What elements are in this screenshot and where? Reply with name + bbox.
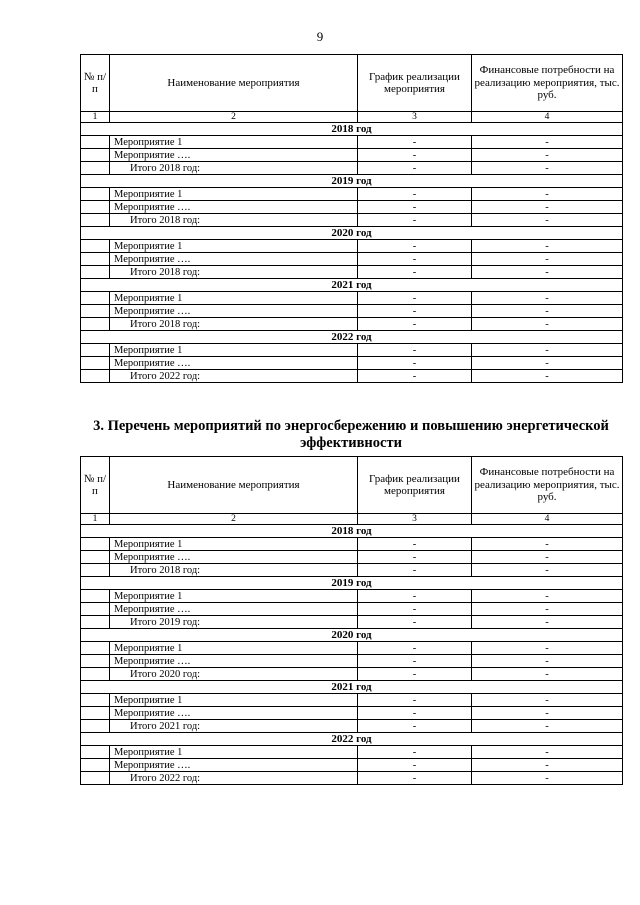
measure-name: Мероприятие 1 bbox=[110, 292, 358, 305]
page-number: 9 bbox=[316, 29, 324, 44]
measure-name: Итого 2018 год: bbox=[110, 266, 358, 279]
finance-cell: - bbox=[472, 344, 623, 357]
table-row bbox=[81, 240, 623, 253]
header-num: № п/п bbox=[81, 457, 110, 514]
finance-cell: - bbox=[472, 603, 623, 616]
schedule-cell: - bbox=[358, 240, 472, 253]
header-row bbox=[81, 457, 623, 514]
row-num-cell bbox=[81, 149, 110, 162]
year-heading: 2018 год bbox=[81, 123, 623, 136]
measure-name: Итого 2019 год: bbox=[110, 616, 358, 629]
finance-cell: - bbox=[472, 370, 623, 383]
row-num-cell bbox=[81, 136, 110, 149]
row-num-cell bbox=[81, 253, 110, 266]
row-num-cell bbox=[81, 616, 110, 629]
row-num-cell bbox=[81, 603, 110, 616]
row-num-cell bbox=[81, 772, 110, 785]
measure-name: Мероприятие 1 bbox=[110, 590, 358, 603]
finance-cell: - bbox=[472, 305, 623, 318]
schedule-cell: - bbox=[358, 642, 472, 655]
total-row bbox=[81, 162, 623, 175]
header-finance: Финансовые потребности на реализацию мероприятия, тыс. руб. bbox=[472, 55, 623, 112]
finance-cell: - bbox=[472, 188, 623, 201]
schedule-cell: - bbox=[358, 188, 472, 201]
table-row bbox=[81, 357, 623, 370]
finance-cell: - bbox=[472, 292, 623, 305]
table-row bbox=[81, 707, 623, 720]
table-row bbox=[81, 590, 623, 603]
schedule-cell: - bbox=[358, 590, 472, 603]
measures-table-1 bbox=[80, 54, 623, 383]
measure-name: Мероприятие 1 bbox=[110, 188, 358, 201]
finance-cell: - bbox=[472, 564, 623, 577]
schedule-cell: - bbox=[358, 344, 472, 357]
schedule-cell: - bbox=[358, 655, 472, 668]
total-row bbox=[81, 772, 623, 785]
total-row bbox=[81, 720, 623, 733]
header-num: № п/п bbox=[81, 55, 110, 112]
table-row bbox=[81, 201, 623, 214]
row-num-cell bbox=[81, 668, 110, 681]
schedule-cell: - bbox=[358, 305, 472, 318]
finance-cell: - bbox=[472, 759, 623, 772]
column-number: 4 bbox=[472, 514, 623, 525]
row-num-cell bbox=[81, 201, 110, 214]
header-row bbox=[81, 55, 623, 112]
finance-cell: - bbox=[472, 616, 623, 629]
table-row bbox=[81, 746, 623, 759]
measure-name: Мероприятие …. bbox=[110, 253, 358, 266]
measure-name: Мероприятие …. bbox=[110, 759, 358, 772]
measure-name: Итого 2022 год: bbox=[110, 772, 358, 785]
measure-name: Мероприятие 1 bbox=[110, 344, 358, 357]
year-row bbox=[81, 733, 623, 746]
year-row bbox=[81, 227, 623, 240]
year-heading: 2019 год bbox=[81, 577, 623, 590]
finance-cell: - bbox=[472, 538, 623, 551]
row-num-cell bbox=[81, 318, 110, 331]
column-number: 3 bbox=[358, 112, 472, 123]
year-heading: 2020 год bbox=[81, 629, 623, 642]
measure-name: Мероприятие 1 bbox=[110, 694, 358, 707]
table-row bbox=[81, 136, 623, 149]
measure-name: Мероприятие …. bbox=[110, 707, 358, 720]
row-num-cell bbox=[81, 590, 110, 603]
schedule-cell: - bbox=[358, 538, 472, 551]
table-row bbox=[81, 253, 623, 266]
measure-name: Итого 2018 год: bbox=[110, 564, 358, 577]
measure-name: Мероприятие 1 bbox=[110, 538, 358, 551]
schedule-cell: - bbox=[358, 292, 472, 305]
header-schedule: График реализации мероприятия bbox=[358, 457, 472, 514]
schedule-cell: - bbox=[358, 694, 472, 707]
total-row bbox=[81, 616, 623, 629]
measure-name: Мероприятие …. bbox=[110, 149, 358, 162]
schedule-cell: - bbox=[358, 370, 472, 383]
row-num-cell bbox=[81, 694, 110, 707]
column-number: 4 bbox=[472, 112, 623, 123]
column-number-row bbox=[81, 514, 623, 525]
finance-cell: - bbox=[472, 214, 623, 227]
row-num-cell bbox=[81, 655, 110, 668]
schedule-cell: - bbox=[358, 772, 472, 785]
row-num-cell bbox=[81, 162, 110, 175]
finance-cell: - bbox=[472, 655, 623, 668]
finance-cell: - bbox=[472, 746, 623, 759]
schedule-cell: - bbox=[358, 564, 472, 577]
column-number: 3 bbox=[358, 514, 472, 525]
measure-name: Мероприятие …. bbox=[110, 201, 358, 214]
table-row bbox=[81, 551, 623, 564]
schedule-cell: - bbox=[358, 136, 472, 149]
finance-cell: - bbox=[472, 318, 623, 331]
row-num-cell bbox=[81, 759, 110, 772]
measure-name: Мероприятие 1 bbox=[110, 136, 358, 149]
year-row bbox=[81, 525, 623, 538]
row-num-cell bbox=[81, 642, 110, 655]
total-row bbox=[81, 370, 623, 383]
total-row bbox=[81, 266, 623, 279]
year-heading: 2021 год bbox=[81, 681, 623, 694]
header-finance: Финансовые потребности на реализацию мероприятия, тыс. руб. bbox=[472, 457, 623, 514]
finance-cell: - bbox=[472, 551, 623, 564]
finance-cell: - bbox=[472, 590, 623, 603]
row-num-cell bbox=[81, 305, 110, 318]
row-num-cell bbox=[81, 551, 110, 564]
header-name: Наименование мероприятия bbox=[110, 457, 358, 514]
row-num-cell bbox=[81, 720, 110, 733]
column-number: 2 bbox=[110, 514, 358, 525]
table-row bbox=[81, 188, 623, 201]
schedule-cell: - bbox=[358, 357, 472, 370]
schedule-cell: - bbox=[358, 266, 472, 279]
schedule-cell: - bbox=[358, 668, 472, 681]
finance-cell: - bbox=[472, 720, 623, 733]
measure-name: Мероприятие 1 bbox=[110, 746, 358, 759]
schedule-cell: - bbox=[358, 551, 472, 564]
finance-cell: - bbox=[472, 772, 623, 785]
measure-name: Мероприятие …. bbox=[110, 655, 358, 668]
row-num-cell bbox=[81, 564, 110, 577]
year-row bbox=[81, 629, 623, 642]
total-row bbox=[81, 668, 623, 681]
row-num-cell bbox=[81, 370, 110, 383]
measure-name: Мероприятие 1 bbox=[110, 642, 358, 655]
measure-name: Мероприятие …. bbox=[110, 305, 358, 318]
table-row bbox=[81, 642, 623, 655]
row-num-cell bbox=[81, 344, 110, 357]
finance-cell: - bbox=[472, 240, 623, 253]
year-row bbox=[81, 331, 623, 344]
schedule-cell: - bbox=[358, 616, 472, 629]
finance-cell: - bbox=[472, 668, 623, 681]
year-heading: 2019 год bbox=[81, 175, 623, 188]
table-row bbox=[81, 603, 623, 616]
schedule-cell: - bbox=[358, 214, 472, 227]
year-heading: 2020 год bbox=[81, 227, 623, 240]
row-num-cell bbox=[81, 292, 110, 305]
measure-name: Мероприятие …. bbox=[110, 551, 358, 564]
column-number-row bbox=[81, 112, 623, 123]
measure-name: Мероприятие …. bbox=[110, 357, 358, 370]
finance-cell: - bbox=[472, 149, 623, 162]
table-row bbox=[81, 538, 623, 551]
row-num-cell bbox=[81, 188, 110, 201]
column-number: 2 bbox=[110, 112, 358, 123]
schedule-cell: - bbox=[358, 707, 472, 720]
schedule-cell: - bbox=[358, 318, 472, 331]
finance-cell: - bbox=[472, 162, 623, 175]
row-num-cell bbox=[81, 214, 110, 227]
row-num-cell bbox=[81, 266, 110, 279]
year-row bbox=[81, 577, 623, 590]
year-heading: 2022 год bbox=[81, 733, 623, 746]
measure-name: Итого 2020 год: bbox=[110, 668, 358, 681]
finance-cell: - bbox=[472, 266, 623, 279]
header-schedule: График реализации мероприятия bbox=[358, 55, 472, 112]
total-row bbox=[81, 564, 623, 577]
measures-table-2 bbox=[80, 456, 623, 785]
finance-cell: - bbox=[472, 253, 623, 266]
schedule-cell: - bbox=[358, 720, 472, 733]
table-row bbox=[81, 694, 623, 707]
schedule-cell: - bbox=[358, 759, 472, 772]
schedule-cell: - bbox=[358, 746, 472, 759]
year-heading: 2022 год bbox=[81, 331, 623, 344]
measure-name: Итого 2018 год: bbox=[110, 318, 358, 331]
finance-cell: - bbox=[472, 707, 623, 720]
row-num-cell bbox=[81, 707, 110, 720]
year-row bbox=[81, 681, 623, 694]
row-num-cell bbox=[81, 538, 110, 551]
schedule-cell: - bbox=[358, 162, 472, 175]
measure-name: Итого 2018 год: bbox=[110, 162, 358, 175]
finance-cell: - bbox=[472, 201, 623, 214]
measure-name: Мероприятие …. bbox=[110, 603, 358, 616]
finance-cell: - bbox=[472, 357, 623, 370]
measure-name: Итого 2021 год: bbox=[110, 720, 358, 733]
table-row bbox=[81, 292, 623, 305]
table-row bbox=[81, 759, 623, 772]
schedule-cell: - bbox=[358, 603, 472, 616]
schedule-cell: - bbox=[358, 149, 472, 162]
row-num-cell bbox=[81, 357, 110, 370]
finance-cell: - bbox=[472, 136, 623, 149]
finance-cell: - bbox=[472, 642, 623, 655]
schedule-cell: - bbox=[358, 201, 472, 214]
total-row bbox=[81, 318, 623, 331]
total-row bbox=[81, 214, 623, 227]
year-row bbox=[81, 175, 623, 188]
year-row bbox=[81, 123, 623, 136]
table-row bbox=[81, 305, 623, 318]
table-row bbox=[81, 655, 623, 668]
header-name: Наименование мероприятия bbox=[110, 55, 358, 112]
column-number: 1 bbox=[81, 112, 110, 123]
column-number: 1 bbox=[81, 514, 110, 525]
finance-cell: - bbox=[472, 694, 623, 707]
measure-name: Мероприятие 1 bbox=[110, 240, 358, 253]
measure-name: Итого 2022 год: bbox=[110, 370, 358, 383]
measure-name: Итого 2018 год: bbox=[110, 214, 358, 227]
year-heading: 2018 год bbox=[81, 525, 623, 538]
table-row bbox=[81, 149, 623, 162]
row-num-cell bbox=[81, 746, 110, 759]
section-title: 3. Перечень мероприятий по энергосбережению и повышению энергетической эффективности bbox=[93, 418, 609, 451]
table-row bbox=[81, 344, 623, 357]
year-heading: 2021 год bbox=[81, 279, 623, 292]
schedule-cell: - bbox=[358, 253, 472, 266]
year-row bbox=[81, 279, 623, 292]
row-num-cell bbox=[81, 240, 110, 253]
